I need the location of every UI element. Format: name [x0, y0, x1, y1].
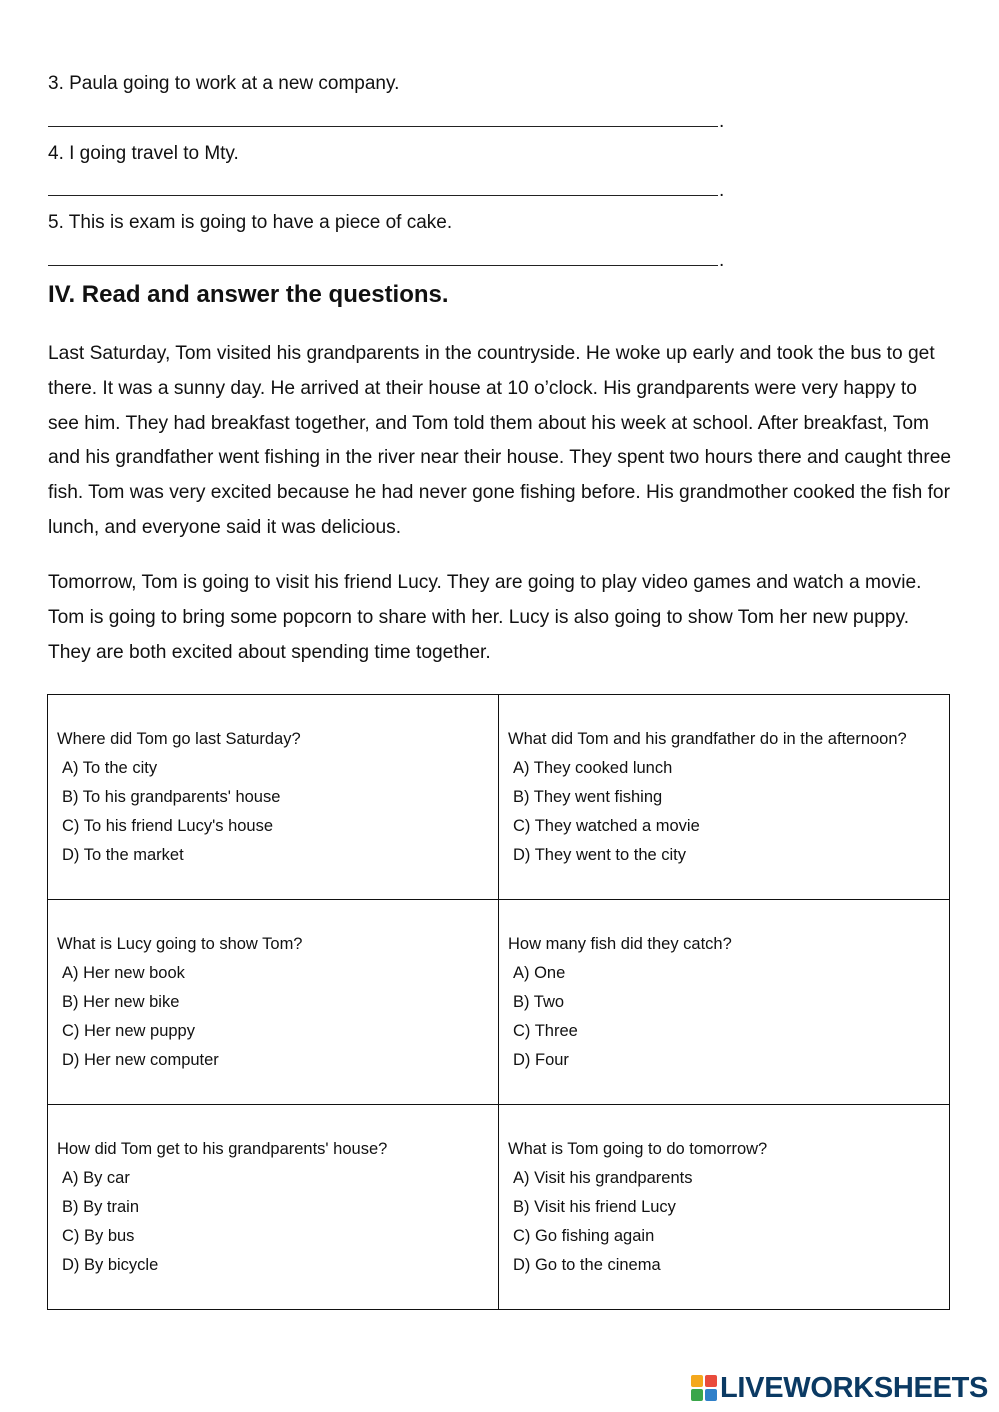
answer-option-a[interactable]: A) Her new book — [62, 964, 185, 982]
logo-square-4 — [705, 1389, 717, 1401]
answer-option-a[interactable]: A) Visit his grandparents — [513, 1169, 693, 1187]
answer-line-end-3: . — [719, 111, 725, 132]
answer-option-c[interactable]: C) To his friend Lucy's house — [62, 817, 274, 835]
question-cell-6 — [499, 1105, 950, 1310]
answer-option-c[interactable]: C) Go fishing again — [513, 1227, 655, 1245]
answer-option-b[interactable]: B) Two — [513, 993, 565, 1011]
answer-option-d[interactable]: D) To the market — [62, 846, 184, 864]
question-text: What is Lucy going to show Tom? — [57, 935, 303, 953]
answer-option-b[interactable]: B) Visit his friend Lucy — [513, 1198, 676, 1216]
question-cell-3 — [48, 900, 499, 1105]
question-text: Where did Tom go last Saturday? — [57, 730, 301, 748]
answer-line-end-4: . — [719, 180, 725, 201]
question-text: How many fish did they catch? — [508, 935, 732, 953]
answer-option-c[interactable]: C) Her new puppy — [62, 1022, 195, 1040]
answer-option-b[interactable]: B) To his grandparents' house — [62, 788, 281, 806]
questions-row-2 — [48, 900, 950, 1105]
question-cell-2 — [499, 695, 950, 900]
liveworksheets-logo-icon — [690, 1374, 718, 1402]
logo-square-2 — [705, 1375, 717, 1387]
answer-option-d[interactable]: D) By bicycle — [62, 1256, 159, 1274]
answer-option-d[interactable]: D) Four — [513, 1051, 569, 1069]
question-cell-1 — [48, 695, 499, 900]
answer-line-3[interactable] — [48, 126, 718, 127]
answer-line-end-5: . — [719, 250, 725, 271]
question-text: What is Tom going to do tomorrow? — [508, 1140, 768, 1158]
exercise-item-5: 5. This is exam is going to have a piece of cake. — [48, 212, 453, 233]
answer-option-a[interactable]: A) By car — [62, 1169, 130, 1187]
liveworksheets-wordmark: LIVEWORKSHEETS — [720, 1371, 989, 1404]
answer-option-a[interactable]: A) To the city — [62, 759, 158, 777]
exercise-item-3: 3. Paula going to work at a new company. — [48, 73, 400, 94]
answer-option-a[interactable]: A) One — [513, 964, 566, 982]
answer-option-d[interactable]: D) Her new computer — [62, 1051, 219, 1069]
exercise-item-4: 4. I going travel to Mty. — [48, 143, 239, 164]
questions-row-3 — [48, 1105, 950, 1310]
questions-row-1 — [48, 695, 950, 900]
section-heading: IV. Read and answer the questions. — [48, 281, 449, 308]
answer-line-5[interactable] — [48, 265, 718, 266]
questions-table — [47, 694, 950, 1310]
answer-option-a[interactable]: A) They cooked lunch — [513, 759, 673, 777]
answer-option-c[interactable]: C) Three — [513, 1022, 578, 1040]
logo-square-1 — [691, 1375, 703, 1387]
passage-paragraph-2: Tomorrow, Tom is going to visit his friend Lucy. They are going to play video games and watch a movie. Tom is going to bring some popcorn to share with her. Lucy is also going to show Tom her new puppy. They are both excited about spending time together. — [48, 572, 922, 663]
question-cell-4 — [499, 900, 950, 1105]
answer-option-b[interactable]: B) Her new bike — [62, 993, 180, 1011]
question-text: What did Tom and his grandfather do in the afternoon? — [508, 730, 907, 748]
answer-option-c[interactable]: C) They watched a movie — [513, 817, 700, 835]
answer-option-b[interactable]: B) They went fishing — [513, 788, 663, 806]
question-cell-5 — [48, 1105, 499, 1310]
liveworksheets-brand[interactable] — [690, 1372, 988, 1404]
answer-option-d[interactable]: D) They went to the city — [513, 846, 687, 864]
question-text: How did Tom get to his grandparents' house? — [57, 1140, 388, 1158]
logo-square-3 — [691, 1389, 703, 1401]
answer-option-c[interactable]: C) By bus — [62, 1227, 135, 1245]
passage-paragraph-1: Last Saturday, Tom visited his grandparents in the countryside. He woke up early and took the bus to get there. It was a sunny day. He arrived at their house at 10 o’clock. His grandparents were very happy to see him. They had breakfast together, and Tom told them about his week at school. After breakfast, Tom and his grandfather went fishing in the river near their house. They spent two hours there and caught three fish. Tom was very excited because he had never gone fishing before. His grandmother cooked the fish for lunch, and everyone said it was delicious. — [48, 343, 952, 538]
answer-option-b[interactable]: B) By train — [62, 1198, 140, 1216]
answer-option-d[interactable]: D) Go to the cinema — [513, 1256, 661, 1274]
answer-line-4[interactable] — [48, 195, 718, 196]
